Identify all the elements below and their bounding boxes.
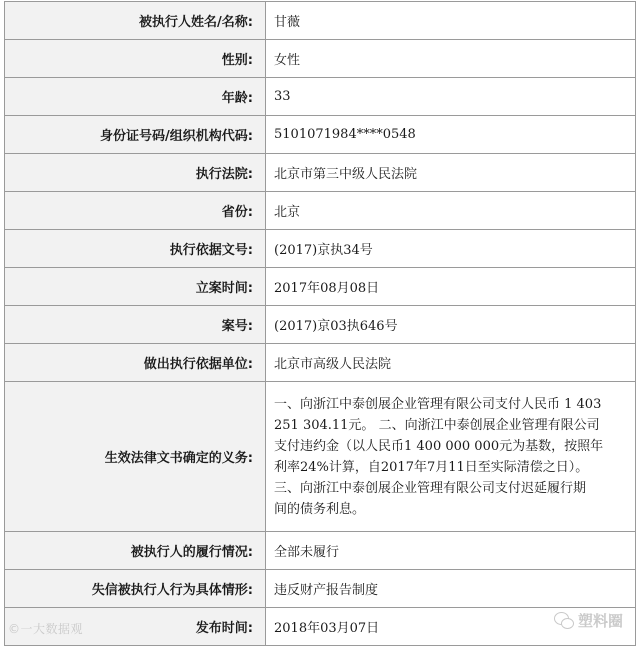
table-row-duty [5, 382, 636, 532]
field-label: 做出执行依据单位: [5, 344, 266, 382]
table-row [5, 532, 636, 570]
duty-line: 三、向浙江中泰创展企业管理有限公司支付迟延履行期 [274, 480, 587, 496]
table-row [5, 570, 636, 608]
field-value: 2018年03月07日 [266, 608, 636, 646]
duty-line: 一、向浙江中泰创展企业管理有限公司支付人民币 1 403 [274, 396, 602, 412]
table-row [5, 306, 636, 344]
duty-line: 利率24%计算，自2017年7月11日至实际清偿之日）。 [274, 459, 589, 475]
wechat-icon [554, 612, 574, 630]
field-value: 违反财产报告制度 [266, 570, 636, 608]
field-label: 立案时间: [5, 268, 266, 306]
table-row [5, 78, 636, 116]
field-label: 省份: [5, 192, 266, 230]
field-value: 北京市第三中级人民法院 [266, 154, 636, 192]
table-row [5, 2, 636, 40]
field-value: 北京 [266, 192, 636, 230]
field-value: 女性 [266, 40, 636, 78]
field-value: 北京市高级人民法院 [266, 344, 636, 382]
duty-text [266, 382, 636, 532]
field-value: 全部未履行 [266, 532, 636, 570]
table-row [5, 608, 636, 646]
source-watermark: ©一大数据观 [8, 622, 84, 636]
field-label: 年龄: [5, 78, 266, 116]
field-value: 甘薇 [266, 2, 636, 40]
table-row [5, 116, 636, 154]
table-row [5, 154, 636, 192]
field-label: 发布时间: [5, 608, 266, 646]
field-value: 5101071984****0548 [266, 116, 636, 154]
field-label: 身份证号码/组织机构代码: [5, 116, 266, 154]
duty-line: 支付违约金（以人民币1 400 000 000元为基数，按照年 [274, 438, 604, 454]
field-value: (2017)京执34号 [266, 230, 636, 268]
table-row [5, 40, 636, 78]
field-label: 执行法院: [5, 154, 266, 192]
field-value: 2017年08月08日 [266, 268, 636, 306]
field-label: 被执行人姓名/名称: [5, 2, 266, 40]
watermark-brand: 塑料圈 [577, 612, 623, 630]
table-row [5, 344, 636, 382]
field-value: 33 [266, 78, 636, 116]
field-label: 被执行人的履行情况: [5, 532, 266, 570]
table-row [5, 192, 636, 230]
field-label: 性别: [5, 40, 266, 78]
wechat-watermark [554, 610, 623, 631]
field-label: 案号: [5, 306, 266, 344]
field-label: 生效法律文书确定的义务: [5, 382, 266, 532]
field-label: 失信被执行人行为具体情形: [5, 570, 266, 608]
duty-line: 间的债务利息。 [274, 501, 366, 517]
duty-line: 251 304.11元。 二、向浙江中泰创展企业管理有限公司 [274, 417, 600, 433]
debtor-info-table [4, 1, 636, 646]
table-row [5, 268, 636, 306]
table-row [5, 230, 636, 268]
field-label: 执行依据文号: [5, 230, 266, 268]
field-value: (2017)京03执646号 [266, 306, 636, 344]
